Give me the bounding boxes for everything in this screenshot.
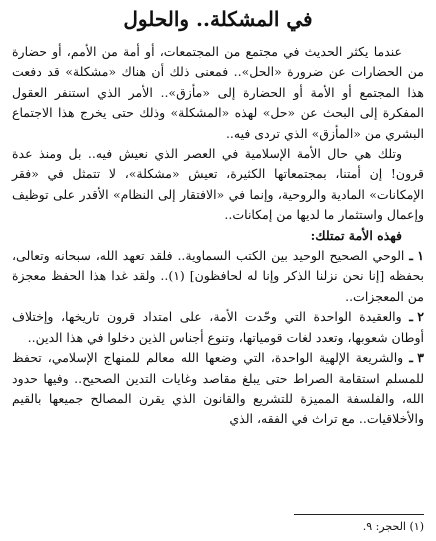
body-text <box>12 42 424 430</box>
list-item-number: ٣ ـ <box>409 350 424 366</box>
list-item-number: ١ ـ <box>409 248 425 264</box>
footnote-divider <box>294 514 424 515</box>
list-item-text: والشريعة الإلهية الواحدة، التي وضعها الله معالم للمنهاج الإسلامي، تحفظ للمسلم استقامة الصراط حتى يبلغ مقاصد وغايات التدين الصحيح.. وفيها حدود الله، والفلسفة المميزة للتشريع والقانون الذي يقرن المصالح جميعها بالقيم والأخلاقيات.. مع تراث في الفقه، الذي <box>12 350 424 427</box>
paragraph-1: عندما يكثر الحديث في مجتمع من المجتمعات، أو أمة من الأمم، أو حضارة من الحضارات عن ضرورة «الحل».. فمعنى ذلك أن هناك «مشكلة» قد دفعت هذا المجتمع أو الأمة أو الحضارة إلى «مأزق».. الأمر الذي استنفر العقول المفكرة إلى البحث عن «حل» لهذه «المشكلة» وذلك حتى يخرج هذا الاجتماع البشري من «المأزق» الذي تردى فيه.. <box>12 44 424 141</box>
list-item-text: الوحي الصحيح الوحيد بين الكتب السماوية.. فلقد تعهد الله، سبحانه وتعالى، بحفظه [إنا نحن نزلنا الذكر وإنا له لحافظون] (١).. ولقد غدا هذا الحفظ معجزة من المعجزات.. <box>12 248 424 304</box>
list-item-text: والعقيدة الواحدة التي وحّدت الأمة، على امتداد قرون تاريخها، وإختلاف أوطان شعوبها، وتعدد لغات قومياتها، وتنوع أجناس الذين دخلوا في هذا الدين.. <box>12 309 424 345</box>
section-heading: فهذه الأمة تمتلك: <box>310 227 402 243</box>
list-item-number: ٢ ـ <box>409 309 424 325</box>
paragraph-2: وتلك هي حال الأمة الإسلامية في العصر الذي نعيش فيه.. بل ومنذ عدة قرون! إن أمتنا، بمجتمعاتها الكثيرة، تعيش «مشكلة»، لا تتمثل في «فقر الإمكانات» المادية والروحية، وإنما في «الافتقار إلى النظام» الأقدر على توظيف وإعمال واستثمار ما لديها من إمكانات.. <box>12 146 424 223</box>
list-item-1 <box>12 246 424 307</box>
list-item-3 <box>12 348 424 430</box>
list-item-2 <box>12 307 424 348</box>
footnote: (١) الحجر: ٩. <box>362 520 424 533</box>
page-title: في المشكلة.. والحلول <box>123 7 313 31</box>
